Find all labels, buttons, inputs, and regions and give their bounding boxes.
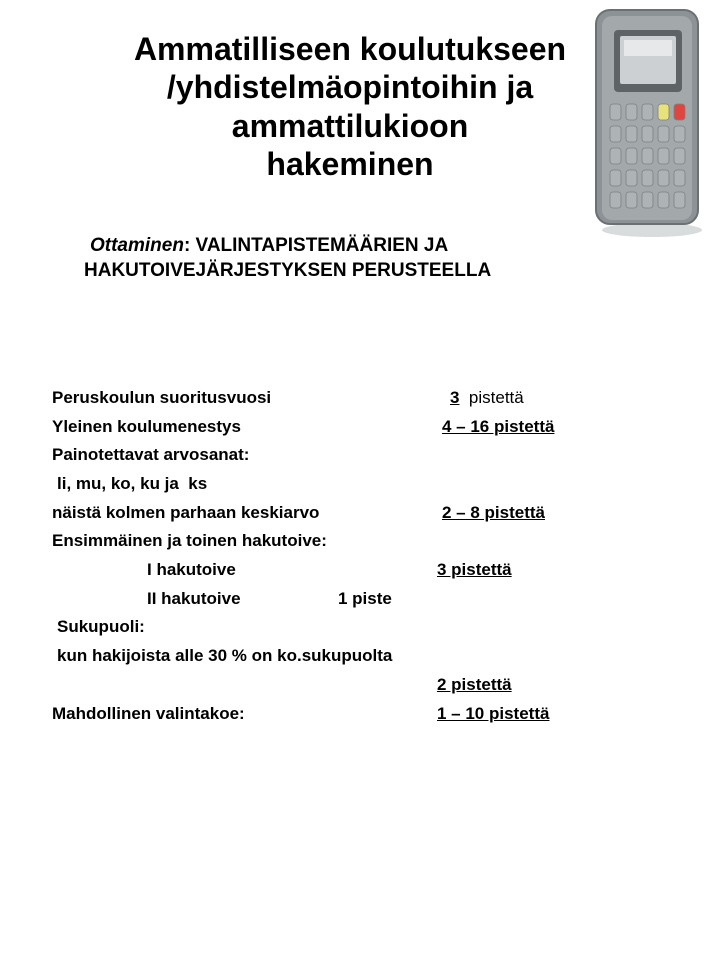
criterion-label: Ensimmäinen ja toinen hakutoive:	[52, 531, 327, 550]
title-line: Ammatilliseen koulutukseen	[133, 31, 567, 67]
criterion-value: 1 – 10 pistettä	[437, 704, 550, 723]
criterion-value: 1 piste	[338, 589, 392, 608]
title-line: hakeminen	[266, 146, 434, 183]
criterion-value	[450, 389, 524, 406]
criterion-value: 2 pistettä	[437, 675, 512, 694]
criterion-value: 3 pistettä	[437, 560, 512, 579]
criterion-value: 2 – 8 pistettä	[442, 503, 545, 522]
criterion-label: Mahdollinen valintakoe:	[52, 704, 245, 723]
criterion-label: II hakutoive	[147, 589, 241, 608]
criterion-label: I hakutoive	[147, 560, 236, 579]
criterion-value: 4 – 16 pistettä	[442, 417, 555, 436]
subtitle-rest: : VALINTAPISTEMÄÄRIEN JA	[183, 235, 449, 256]
criterion-value-number: 3	[450, 388, 460, 407]
criterion-label: Painotettavat arvosanat:	[52, 445, 250, 464]
title-line: /yhdistelmäopintoihin ja	[166, 69, 534, 106]
criterion-unit: pistettä	[468, 388, 524, 407]
subtitle-line: HAKUTOIVEJÄRJESTYKSEN PERUSTEELLA	[84, 260, 492, 282]
subtitle-prefix: Ottaminen	[90, 235, 184, 256]
criterion-label: kun hakijoista alle 30 % on ko.sukupuolta	[57, 646, 393, 665]
criterion-label: li, mu, ko, ku ja ks	[57, 474, 208, 493]
criterion-label: Sukupuoli:	[57, 617, 145, 636]
criterion-label: Yleinen koulumenestys	[52, 417, 241, 436]
title-line: ammattilukioon	[231, 107, 469, 144]
criterion-label: näistä kolmen parhaan keskiarvo	[52, 503, 320, 522]
criterion-label: Peruskoulun suoritusvuosi	[52, 388, 272, 407]
